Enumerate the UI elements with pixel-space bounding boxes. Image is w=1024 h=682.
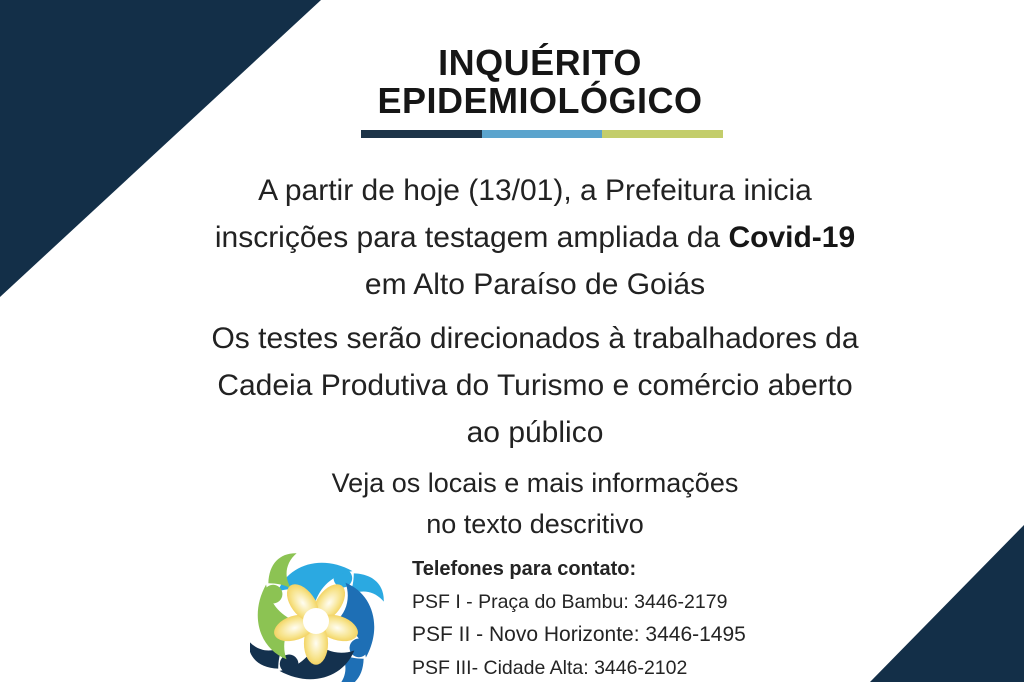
contact-psf1: PSF I - Praça do Bambu: 3446-2179 — [412, 591, 728, 613]
divider-segment-blue — [482, 130, 603, 138]
text-line: A partir de hoje (13/01), a Prefeitura inicia — [258, 174, 812, 207]
contact-psf3: PSF III- Cidade Alta: 3446-2102 — [412, 657, 688, 679]
text-line: no texto descritivo — [426, 509, 644, 539]
text-line: Os testes serão direcionados à trabalhadores da — [211, 322, 859, 355]
page-title — [56, 44, 1024, 120]
tricolor-divider — [361, 130, 723, 138]
text-line: Cadeia Produtiva do Turismo e comércio aberto — [217, 369, 853, 402]
text-line: ao público — [466, 416, 604, 449]
contact-psf2: PSF II - Novo Horizonte: 3446-1495 — [412, 623, 746, 646]
divider-segment-navy — [361, 130, 482, 138]
covid-19-bold-text: Covid-19 — [728, 221, 856, 254]
text-fragment: inscrições para testagem ampliada da — [214, 221, 729, 254]
flower-center — [303, 608, 329, 634]
text-line: em Alto Paraíso de Goiás — [364, 268, 706, 301]
community-people-flower-logo — [250, 553, 386, 682]
contact-heading: Telefones para contato: — [412, 558, 637, 580]
text-line: Veja os locais e mais informações — [331, 468, 739, 498]
text-line — [46, 214, 1024, 261]
body-text — [46, 167, 1024, 552]
contact-block — [412, 557, 746, 682]
title-line-1: INQUÉRITO — [438, 42, 642, 83]
divider-segment-green — [602, 130, 723, 138]
paragraph-target-audience — [46, 315, 1024, 456]
logo-svg — [250, 553, 386, 682]
title-line-2: EPIDEMIOLÓGICO — [377, 80, 703, 121]
paragraph-more-info — [46, 463, 1024, 545]
paragraph-announcement — [46, 167, 1024, 308]
